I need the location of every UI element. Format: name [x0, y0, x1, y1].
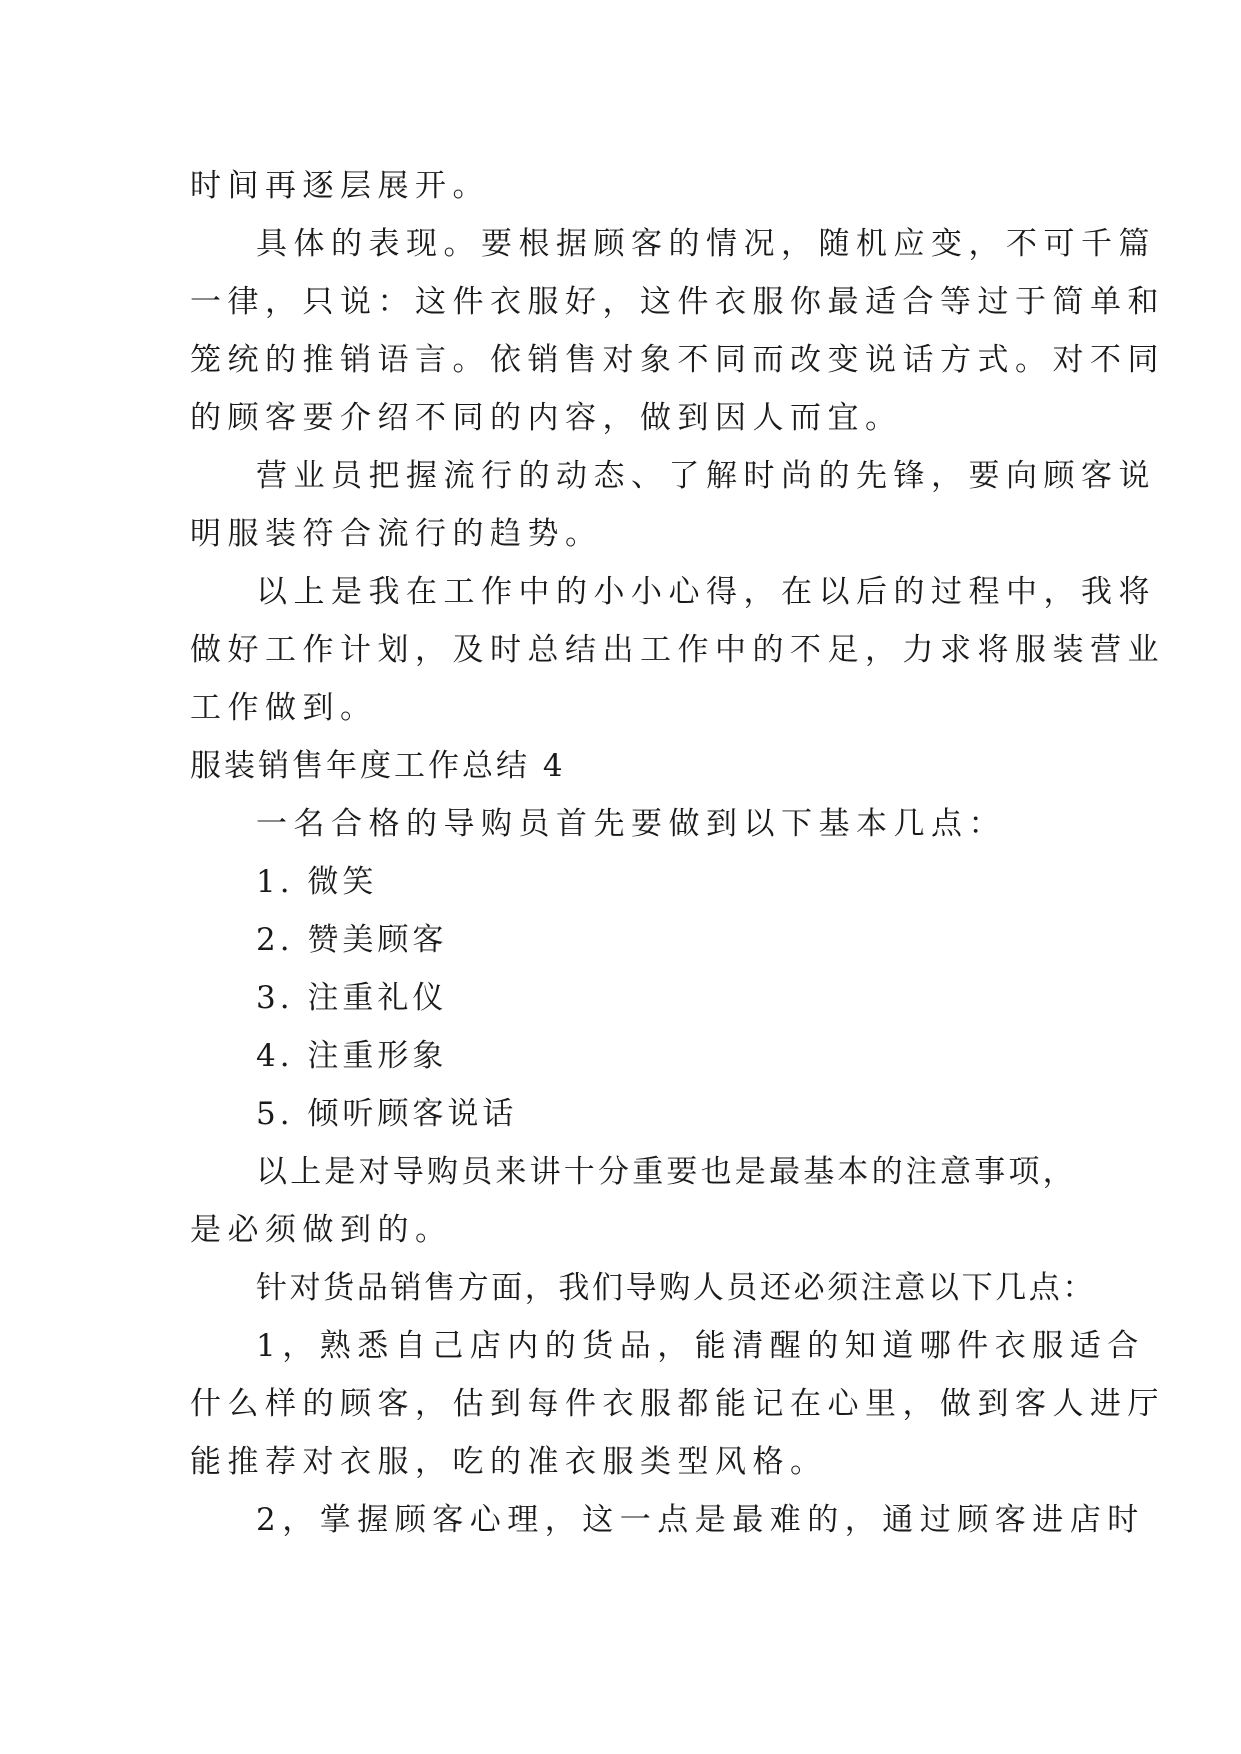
paragraph-line: 营业员把握流行的动态、了解时尚的先锋，要向顾客说: [256, 458, 1156, 494]
paragraph-line: 做好工作计划，及时总结出工作中的不足，力求将服装营业: [190, 632, 1165, 668]
list-item: 3. 注重礼仪: [256, 980, 448, 1016]
paragraph-line: 具体的表现。要根据顾客的情况，随机应变，不可千篇: [256, 226, 1156, 262]
list-item: 2. 赞美顾客: [256, 922, 448, 958]
section-heading: 服装销售年度工作总结 4: [190, 748, 566, 784]
paragraph-line: 明服装符合流行的趋势。: [190, 516, 603, 552]
list-item: 5. 倾听顾客说话: [256, 1096, 518, 1132]
paragraph-line: 什么样的顾客，估到每件衣服都能记在心里，做到客人进厅: [190, 1386, 1165, 1422]
paragraph-line: 2，掌握顾客心理，这一点是最难的，通过顾客进店时: [256, 1502, 1145, 1538]
paragraph-line: 时间再逐层展开。: [190, 168, 490, 204]
paragraph-line: 笼统的推销语言。依销售对象不同而改变说话方式。对不同: [190, 342, 1165, 378]
paragraph-line: 是必须做到的。: [190, 1212, 453, 1248]
paragraph-line: 以上是对导购员来讲十分重要也是最基本的注意事项，: [256, 1154, 1077, 1190]
paragraph-line: 以上是我在工作中的小小心得，在以后的过程中，我将: [256, 574, 1156, 610]
list-item: 1. 微笑: [256, 864, 378, 900]
paragraph-line: 针对货品销售方面，我们导购人员还必须注意以下几点：: [256, 1270, 1096, 1306]
paragraph-line: 工作做到。: [190, 690, 378, 726]
paragraph-line: 一名合格的导购员首先要做到以下基本几点：: [256, 806, 1006, 842]
paragraph-line: 能推荐对衣服，吃的准衣服类型风格。: [190, 1444, 828, 1480]
paragraph-line: 一律，只说：这件衣服好，这件衣服你最适合等过于简单和: [190, 284, 1165, 320]
paragraph-line: 的顾客要介绍不同的内容，做到因人而宜。: [190, 400, 903, 436]
paragraph-line: 1，熟悉自己店内的货品，能清醒的知道哪件衣服适合: [256, 1328, 1145, 1364]
list-item: 4. 注重形象: [256, 1038, 448, 1074]
